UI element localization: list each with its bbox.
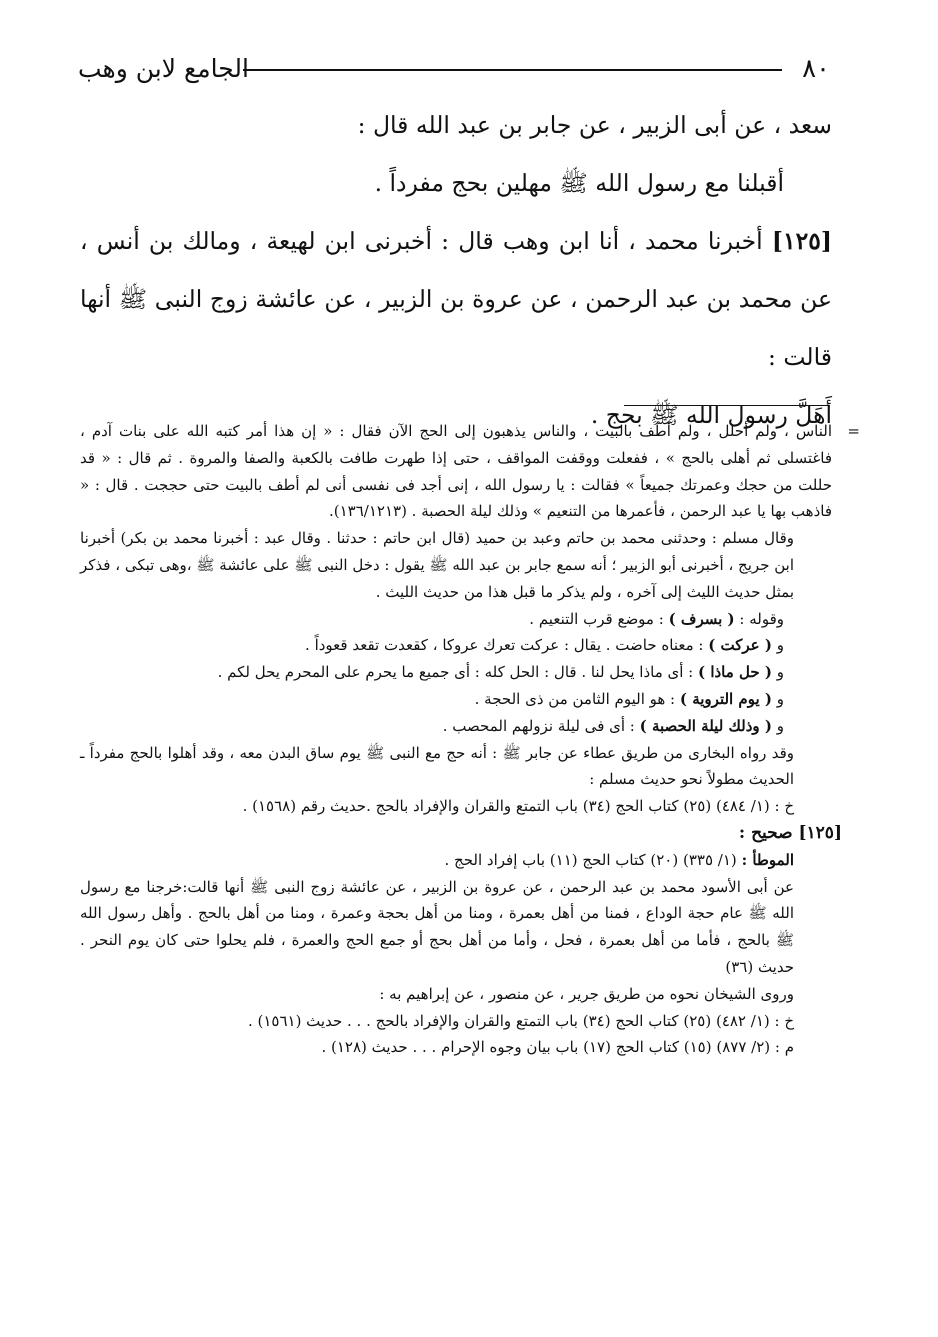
gloss-term: ( بسرف ) — [668, 609, 735, 628]
gloss-1 — [80, 606, 832, 633]
continuation-mark: = — [847, 422, 860, 440]
page-number: ٨٠ — [802, 54, 830, 84]
gloss-term: ( عركت ) — [708, 636, 772, 655]
hadith-number: [١٢٥] — [771, 227, 832, 255]
muwatta-reference — [80, 847, 832, 874]
gloss-def: : هو اليوم الثامن من ذى الحجة . — [474, 689, 676, 708]
muslim-reference: م : (٢/ ٨٧٧) (١٥) كتاب الحج (١٧) باب بيان وجوه الإحرام . . . حديث (١٢٨) . — [321, 1038, 794, 1057]
hadith-matn: أَهَلَّ رسول الله ﷺ بحج . — [590, 401, 832, 429]
bukhari-reference-1: خ : (١/ ٤٨٤) (٢٥) كتاب الحج (٣٤) باب التمتع والقران والإفراد بالحج .حديث رقم (١٥٦٨) . — [242, 797, 794, 816]
gloss-3 — [80, 659, 832, 686]
shaykhan-note: وروى الشيخان نحوه من طريق جرير ، عن منصور ، عن إبراهيم به : — [379, 984, 794, 1003]
gloss-prefix: و — [776, 689, 784, 708]
gloss-term: ( وذلك ليلة الحصبة ) — [639, 716, 772, 735]
gloss-term: ( حل ماذا ) — [698, 663, 772, 682]
bukhari-note: وقد رواه البخارى من طريق عطاء عن جابر ﷺ : أنه حج مع النبى ﷺ يوم ساق البدن معه ، وقد أهلوا بالحج مفرداً ـ الحديث مطولاً نحو حديث مسلم : — [80, 743, 794, 789]
section-heading-125: [١٢٥] صحيح : — [738, 822, 842, 843]
gloss-def: : معناه حاضت . يقال : عركت تعرك عروكا ، كقعدت تقعد قعوداً . — [305, 636, 704, 655]
gloss-4 — [80, 686, 832, 713]
gloss-2 — [80, 632, 832, 659]
main-text — [80, 96, 832, 444]
hadith-125 — [80, 212, 832, 386]
main-line-1: سعد ، عن أبى الزبير ، عن جابر بن عبد الله قال : — [357, 111, 832, 139]
footnote-para-2: وقال مسلم : وحدثنى محمد بن حاتم وعبد بن حميد (قال ابن حاتم : حدثنا . وقال عبد : أخبرنا محمد بن بكر) أخبرنا ابن جريج ، أخبرنى أبو الزبير ؛ أنه سمع جابر بن عبد الله ﷺ يقول : دخل النبى ﷺ على عائشة ﷺ ،وهى تبكى ، فذكر بمثل حديث الليث إلى آخره ، ولم يذكر ما قبل هذا من حديث الليث . — [80, 529, 794, 601]
footnotes — [80, 418, 860, 1061]
header-rule — [243, 69, 782, 71]
gloss-prefix: و — [776, 716, 784, 735]
gloss-prefix: و — [776, 663, 784, 682]
gloss-def: : موضع قرب التنعيم . — [529, 609, 664, 628]
gloss-prefix: و — [776, 636, 784, 655]
muwatta-label: الموطأ : — [741, 850, 794, 869]
muwatta-text: عن أبى الأسود محمد بن عبد الرحمن ، عن عروة بن الزبير ، عن عائشة زوج النبى ﷺ أنها قالت:خرجنا مع رسول الله ﷺ عام حجة الوداع ، فمنا من أهل بعمرة ، ومنا من أهل بحجة وعمرة ، ومنا من أهل بالحج . وأهل رسول الله ﷺ بالحج ، فأما من أهل بعمرة ، فحل ، وأما من أهل بحج أو جمع الحج والعمرة ، فلم يحلوا حتى كان يوم النحر . حديث (٣٦) — [80, 877, 794, 976]
gloss-prefix: وقوله : — [739, 609, 784, 628]
gloss-term: ( يوم التروية ) — [679, 689, 772, 708]
gloss-def: : أى فى ليلة نزولهم المحصب . — [442, 716, 635, 735]
main-line-2: أقبلنا مع رسول الله ﷺ مهلين بحج مفرداً . — [374, 169, 784, 197]
gloss-def: : أى ماذا يحل لنا . قال : الحل كله : أى جميع ما يحرم على المحرم يحل لكم . — [217, 663, 694, 682]
gloss-5 — [80, 713, 832, 740]
page-header — [78, 52, 830, 92]
bukhari-reference-2: خ : (١/ ٤٨٢) (٢٥) كتاب الحج (٣٤) باب التمتع والقران والإفراد بالحج . . . حديث (١٥٦١) . — [247, 1011, 794, 1030]
muwatta-ref: (١/ ٣٣٥) (٢٠) كتاب الحج (١١) باب إفراد الحج . — [444, 850, 737, 869]
hadith-isnad: أخبرنا محمد ، أنا ابن وهب قال : أخبرنى ابن لهيعة ، ومالك بن أنس ، عن محمد بن عبد الرحمن ، عن عروة بن الزبير ، عن عائشة زوج النبى ﷺ أنها قالت : — [80, 227, 832, 371]
footnote-para-1: الناس ، ولم أحلل ، ولم أطف بالبيت ، والناس يذهبون إلى الحج الآن فقال : « إن هذا أمر كتبه الله على بنات آدم ، فاغتسلى ثم أهلى بالحج » ، ففعلت ووقفت المواقف ، حتى إذا طهرت طافت بالكعبة والصفا والمروة . ثم قال : « قد حللت من حجك وعمرتك جميعاً » فقالت : يا رسول الله ، إنى أجد فى نفسى أنى لم أطف بالبيت حتى حججت . قال : « فاذهب بها يا عبد الرحمن ، فأعمرها من التنعيم » وذلك ليلة الحصبة . (١٣٦/١٢١٣). — [80, 422, 832, 521]
footnote-separator — [624, 405, 830, 406]
running-title: الجامع لابن وهب — [78, 54, 249, 83]
